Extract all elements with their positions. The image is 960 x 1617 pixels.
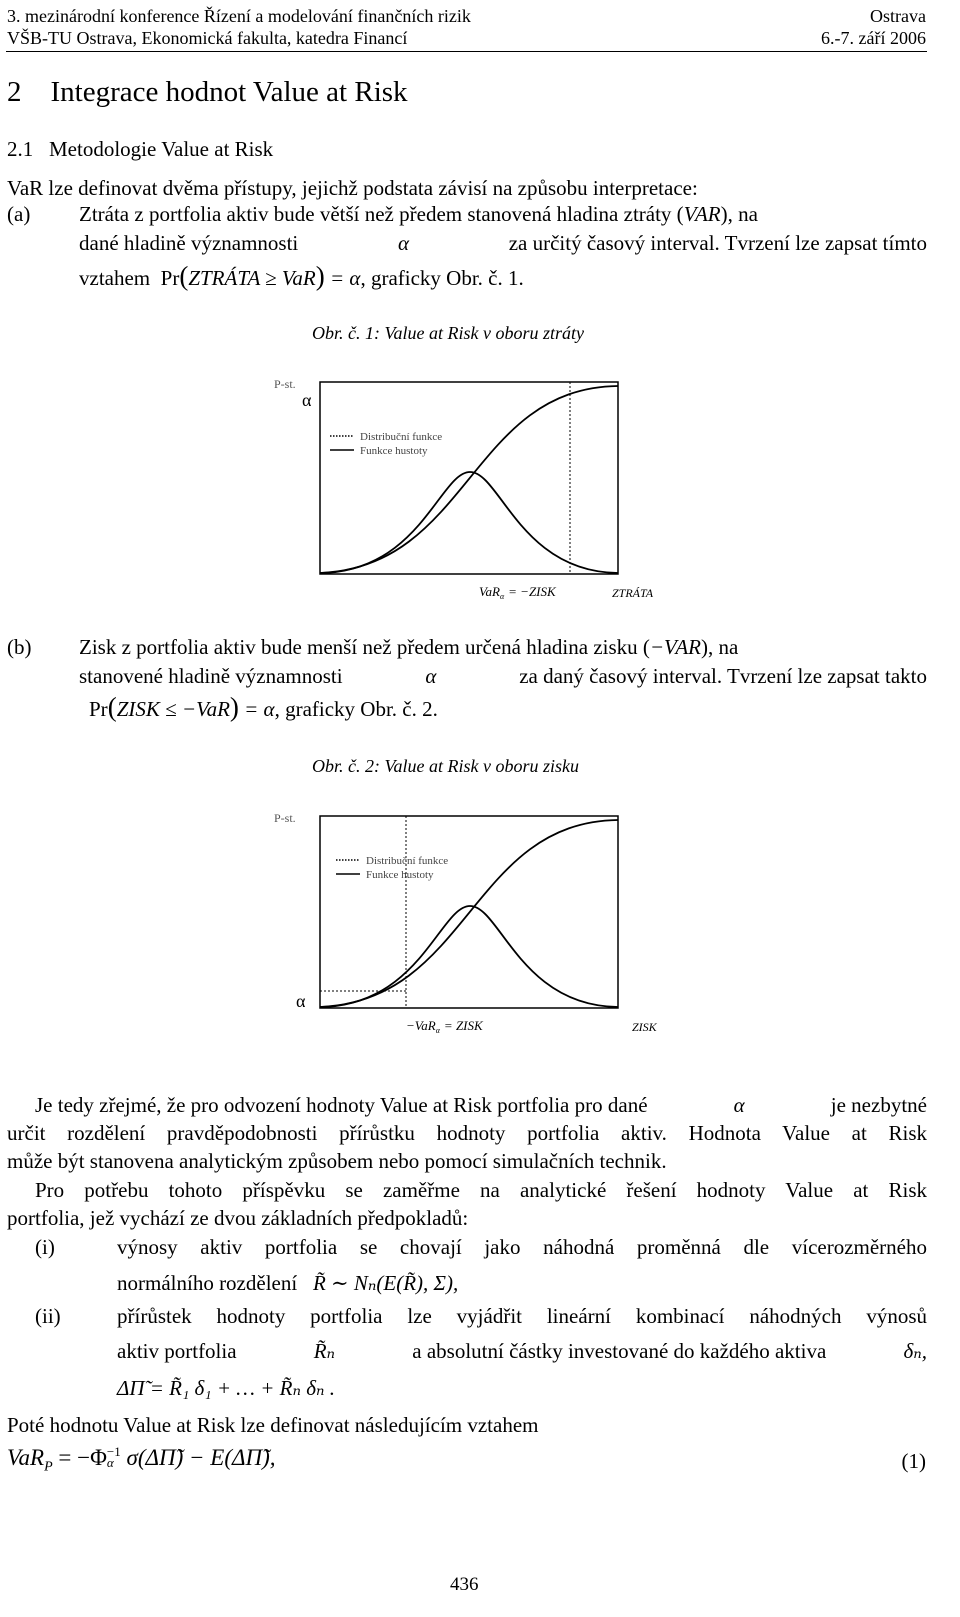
figure2-var-label: −VaR$_\alpha$ = ZISK bbox=[406, 1018, 483, 1035]
item-a-line2: dané hladině významnosti α za určitý časový interval. Tvrzení lze zapsat tímto bbox=[79, 231, 927, 255]
para1-line3: může být stanovena analytickým způsobem nebo pomocí simulačních technik. bbox=[7, 1149, 667, 1173]
para1-line2: určit rozdělení pravděpodobnosti přírůstku hodnoty portfolia aktiv. Hodnota Value at Risk bbox=[7, 1121, 927, 1145]
para2-line1: Pro potřebu tohoto příspěvku se zaměřme na analytické řešení hodnoty Value at Risk bbox=[35, 1178, 927, 1202]
item-i-line1: výnosy aktiv portfolia se chovají jako náhodná proměnná dle vícerozměrného bbox=[117, 1235, 927, 1259]
item-b-line1: Zisk z portfolia aktiv bude menší než předem určená hladina zisku (−VAR), na bbox=[79, 635, 739, 659]
item-a-line3: vztahem Pr(ZTRÁTA ≥ VaR) = α, graficky Obr. č. 1. bbox=[79, 261, 524, 291]
figure1-alpha: α bbox=[302, 390, 312, 410]
header-city: Ostrava bbox=[870, 6, 926, 26]
para3-text: Poté hodnotu Value at Risk lze definovat následujícím vztahem bbox=[7, 1413, 539, 1437]
neg-var-symbol: −VAR bbox=[649, 635, 701, 659]
figure1-legend-pdf: Funkce hustoty bbox=[360, 445, 428, 457]
figure2-caption: Obr. č. 2: Value at Risk v oboru zisku bbox=[312, 756, 579, 776]
formula-normal: R̃ ∼ Nₙ(E(R̃), Σ), bbox=[312, 1271, 459, 1295]
figure2-alpha: α bbox=[296, 991, 306, 1011]
figure1-chart bbox=[270, 372, 670, 612]
figure1-var-label: VaR$_\alpha$ = −ZISK bbox=[479, 584, 556, 601]
figure1-legend-cdf: Distribuční funkce bbox=[360, 431, 443, 443]
figure2-distribution-curve bbox=[320, 820, 618, 1007]
header-conference: 3. mezinárodní konference Řízení a modelování finančních rizik bbox=[7, 6, 471, 26]
para1-line1: Je tedy zřejmé, že pro odvození hodnoty Value at Risk portfolia pro dané α je nezbytné bbox=[35, 1093, 927, 1117]
equation-1-number: (1) bbox=[901, 1449, 926, 1473]
section-heading: 2 Integrace hodnot Value at Risk bbox=[7, 76, 408, 108]
figure1-caption: Obr. č. 1: Value at Risk v oboru ztráty bbox=[312, 323, 584, 343]
item-ii-line2: aktiv portfolia R̃ₙ a absolutní částky investované do každého aktiva δₙ, bbox=[117, 1339, 927, 1363]
alpha-symbol: α bbox=[733, 1093, 745, 1117]
formula-b: Pr(ZISK ≤ −VaR) = α bbox=[89, 692, 275, 722]
item-a-line1: Ztráta z portfolia aktiv bude větší než předem stanovená hladina ztráty (VAR), na bbox=[79, 202, 758, 226]
delta-n-symbol: δₙ, bbox=[903, 1339, 927, 1363]
item-b-line2: stanovené hladině významnosti α za daný časový interval. Tvrzení lze zapsat takto bbox=[79, 664, 927, 688]
item-a-label: (a) bbox=[7, 202, 31, 226]
para2-line2: portfolia, jež vychází ze dvou základních předpokladů: bbox=[7, 1206, 469, 1230]
intro-text: VaR lze definovat dvěma přístupy, jejichž podstata závisí na způsobu interpretace: bbox=[7, 176, 698, 200]
header-date: 6.-7. září 2006 bbox=[821, 28, 926, 48]
alpha-symbol: α bbox=[397, 231, 410, 255]
item-i-line2: normálního rozdělení R̃ ∼ Nₙ(E(R̃), Σ), bbox=[117, 1271, 459, 1295]
formula-a: Pr(ZTRÁTA ≥ VaR) = α bbox=[160, 261, 361, 291]
figure2-legend-pdf: Funkce hustoty bbox=[366, 869, 434, 881]
header-rule bbox=[6, 51, 927, 52]
figure1-distribution-curve bbox=[320, 386, 618, 573]
figure2-density-curve bbox=[320, 906, 618, 1007]
header-institution: VŠB-TU Ostrava, Ekonomická fakulta, katedra Financí bbox=[7, 28, 408, 48]
figure2-legend-cdf: Distribuční funkce bbox=[366, 855, 449, 867]
page-number: 436 bbox=[450, 1574, 479, 1595]
subsection-heading: 2.1 Metodologie Value at Risk bbox=[7, 137, 274, 161]
equation-1: VaR$_P$ = −Φ −1 α σ(ΔΠ̃) − E(ΔΠ̃), bbox=[7, 1443, 276, 1475]
item-ii-line1: přírůstek hodnoty portfolia lze vyjádřit lineární kombinací náhodných výnosů bbox=[117, 1304, 927, 1328]
alpha-symbol: α bbox=[425, 664, 437, 688]
figure1-density-curve bbox=[320, 472, 618, 573]
figure1-xlabel: ZTRÁTA bbox=[612, 586, 654, 600]
formula-delta-pi: ΔΠ̃ = R̃₁ δ₁ + … + R̃ₙ δₙ . bbox=[117, 1376, 335, 1400]
figure2-chart bbox=[270, 806, 670, 1046]
item-ii-label: (ii) bbox=[35, 1304, 61, 1328]
item-b-line3: Pr(ZISK ≤ −VaR) = α, graficky Obr. č. 2. bbox=[89, 692, 438, 722]
var-symbol: VAR bbox=[683, 202, 721, 226]
figure1-ylabel: P-st. bbox=[274, 377, 296, 391]
figure2-ylabel: P-st. bbox=[274, 811, 296, 825]
figure2-xlabel: ZISK bbox=[632, 1020, 657, 1034]
r-n-symbol: R̃ₙ bbox=[313, 1339, 336, 1363]
item-b-label: (b) bbox=[7, 635, 32, 659]
item-i-label: (i) bbox=[35, 1235, 55, 1259]
